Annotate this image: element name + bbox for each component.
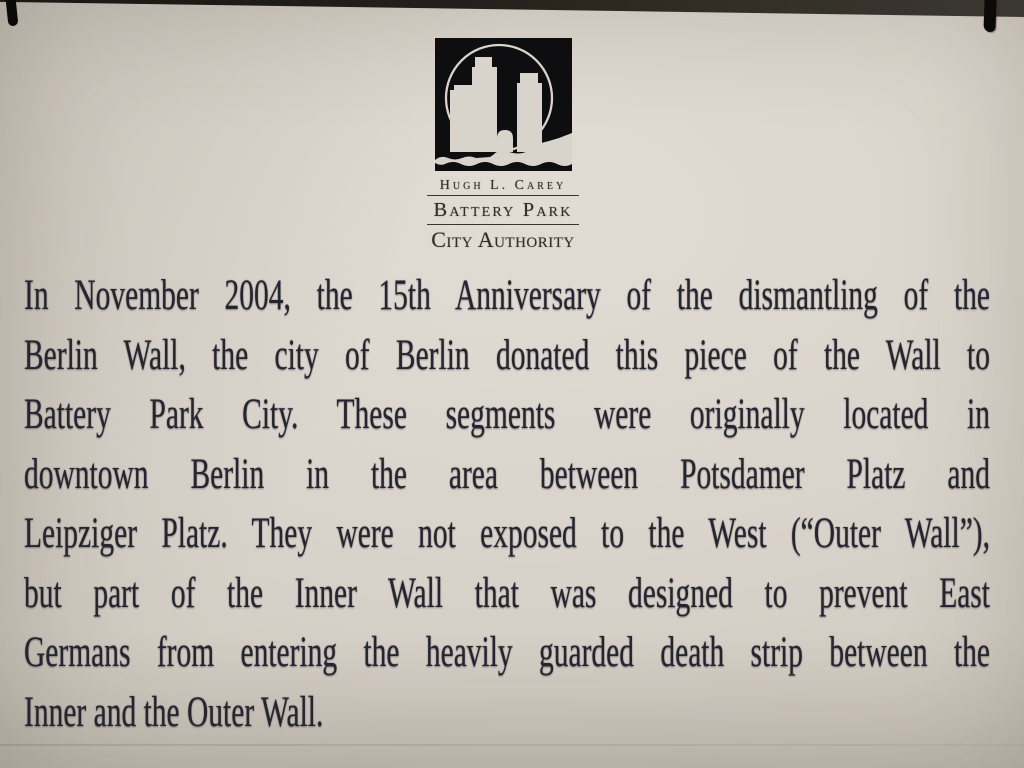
plaque-text-line-4: downtown Berlin in the area between Potsdamer Platz and (24, 450, 990, 498)
skyline-moon-water-icon (435, 38, 572, 171)
bpca-logo-wordmark (427, 177, 579, 253)
logo-divider-rule-2 (427, 224, 579, 225)
plaque-text-line-5: Leipziger Platz. They were not exposed to the West (“Outer Wall”), (24, 510, 990, 558)
plaque-text-line-2: Berlin Wall, the city of Berlin donated this piece of the Wall to (24, 331, 990, 379)
logo-name-city-authority: City Authority (431, 227, 575, 252)
logo-name-hugh-l-carey: Hugh L. Carey (439, 178, 567, 193)
mounting-hook-right-icon (983, 0, 996, 32)
plaque-text-line-6: but part of the Inner Wall that was designed to prevent East (24, 569, 990, 617)
plaque-text-line-1: In November 2004, the 15th Anniversary of the dismantling of the (24, 272, 990, 320)
plaque-text-line-3: Battery Park City. These segments were originally located in (24, 391, 990, 439)
paper-crease-line (0, 744, 1024, 746)
plaque-paragraph (24, 267, 990, 743)
plaque-text-line-8: Inner and the Outer Wall. (24, 688, 324, 736)
mounting-hook-left-icon (6, 0, 19, 26)
logo-name-battery-park: Battery Park (433, 199, 573, 221)
plaque-text-line-7: Germans from entering the heavily guarded death strip between the (24, 629, 990, 677)
logo-divider-rule-1 (427, 195, 579, 196)
photo-top-edge (0, 0, 1024, 17)
